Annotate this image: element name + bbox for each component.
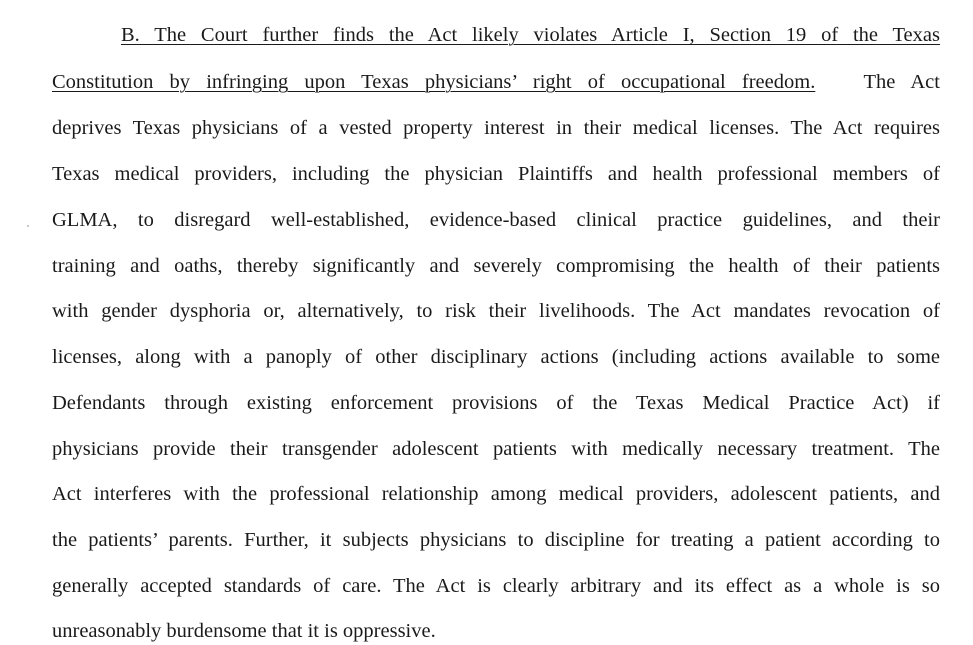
body-text-start: The Act	[863, 71, 940, 93]
paragraph-line: Defendants through existing enforcement provisions of the Texas Medical Practice Act) if	[52, 392, 940, 414]
paragraph-line: deprives Texas physicians of a vested property interest in their medical licenses. The Act requires	[52, 117, 940, 139]
paragraph-last-line: unreasonably burdensome that it is oppressive.	[52, 620, 436, 642]
paragraph-line: Act interferes with the professional relationship among medical providers, adolescent patients, and	[52, 483, 940, 505]
paragraph-line: generally accepted standards of care. The Act is clearly arbitrary and its effect as a whole is so	[52, 575, 940, 597]
heading-line-2	[52, 70, 940, 94]
paragraph-line: with gender dysphoria or, alternatively, to risk their livelihoods. The Act mandates revocation of	[52, 300, 940, 322]
paragraph-line: the patients’ parents. Further, it subjects physicians to discipline for treating a patient according to	[52, 529, 940, 551]
heading-line-1	[121, 23, 940, 47]
paragraph-line: Texas medical providers, including the physician Plaintiffs and health professional members of	[52, 163, 940, 185]
paragraph-line: licenses, along with a panoply of other disciplinary actions (including actions available to some	[52, 346, 940, 368]
underlined-heading-part-1: B. The Court further finds the Act likely violates Article I, Section 19 of the Texas	[121, 24, 940, 46]
underlined-heading-part-2: Constitution by infringing upon Texas physicians’ right of occupational freedom.	[52, 71, 816, 93]
paragraph-line: GLMA, to disregard well-established, evidence-based clinical practice guidelines, and their	[52, 209, 940, 231]
paragraph-line: physicians provide their transgender adolescent patients with medically necessary treatment. The	[52, 438, 940, 460]
scan-speck	[27, 225, 29, 227]
paragraph-line: training and oaths, thereby significantly and severely compromising the health of their patients	[52, 255, 940, 277]
